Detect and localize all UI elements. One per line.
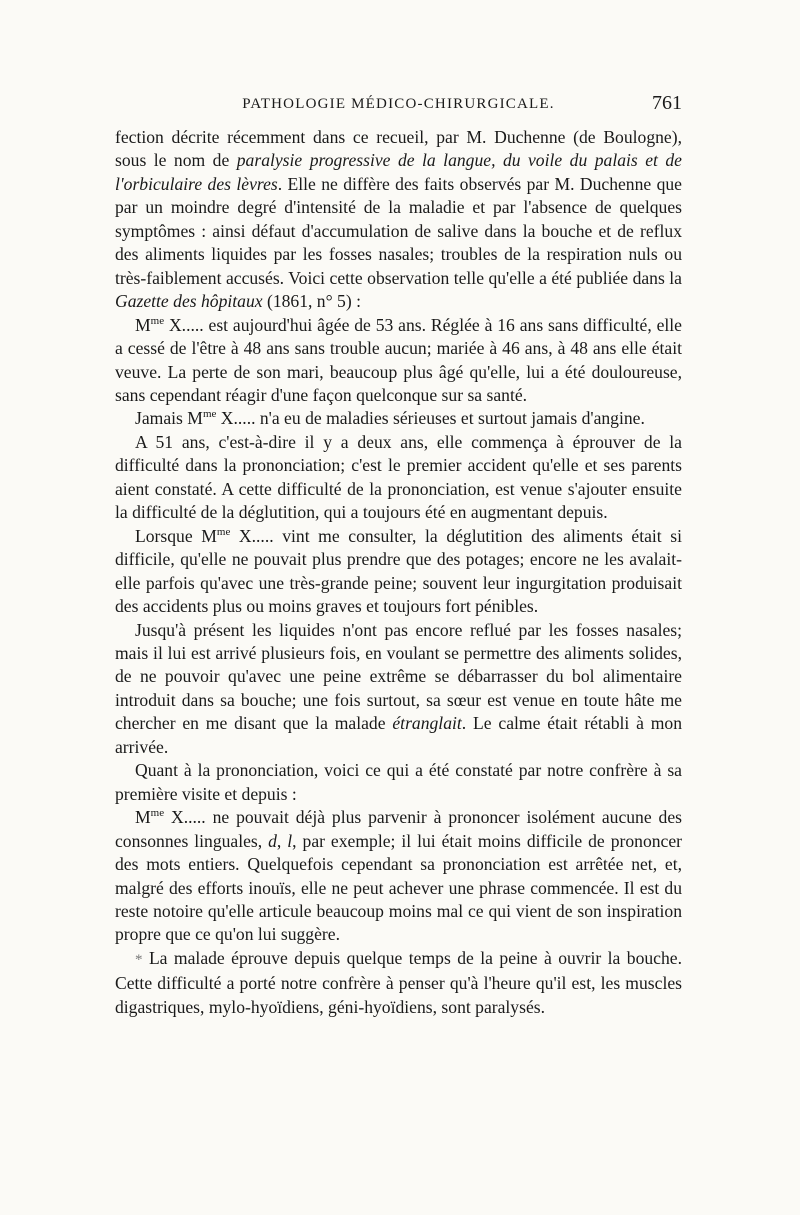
paragraph-liquids: Jusqu'à présent les liquides n'ont pas encore reflué par les fosses nasales; mais il lui est arrivé plusieurs fois, en voulant se permettre des aliments solides, de ne pouvoir qu'avec une peine extrême se débarrasser du bol alimentaire introduit dans sa bouche; une fois surtout, sa sœur est venue en toute hâte me chercher en me disant que la malade étranglait. Le calme était rétabli à mon arrivée.	[115, 619, 683, 757]
paragraph-continuation: fection décrite récemment dans ce recueil, par M. Duchenne (de Boulogne), sous le nom de paralysie progressive de la langue, du voile du palais et de l'orbiculaire des lèvres. Elle ne diffère des faits observés par M. Duchenne que par un moindre degré d'intensité de la maladie et par l'absence de quelques symptômes : ainsi défaut d'accumulation de salive dans la bouche et de reflux des aliments liquides par les fosses nasales; troubles de la respiration nuls ou très-faiblement accusés. Voici cette observation telle qu'elle a été publiée dans la Gazette des hôpitaux (1861, n° 5) :	[115, 127, 682, 312]
page-number: 761	[652, 92, 682, 114]
running-head: PATHOLOGIE MÉDICO-CHIRURGICALE.	[242, 96, 555, 112]
journal-title: Gazette des hôpitaux	[115, 291, 263, 312]
body-text	[115, 126, 682, 1019]
paragraph-patient-history: $M^{me}$ X..... est aujourd'hui âgée de 53 ans. Réglée à 16 ans sans difficulté, elle a cessé de l'être à 48 ans sans trouble aucun; mariée à 46 ans, à 48 ans elle était veuve. La perte de son mari, beaucoup plus âgé qu'elle, lui a été douloureuse, sans cependant réagir d'une façon quelconque sur sa santé.	[115, 314, 682, 405]
paragraph-no-angina: Jamais $M^{me}$ X..... n'a eu de maladies sérieuses et surtout jamais d'angine.	[135, 408, 645, 429]
paragraph-consultation: Lorsque $M^{me}$ X..... vint me consulter, la déglutition des aliments était si difficile, qu'elle ne pouvait plus prendre que des potages; encore ne les avalait-elle parfois qu'avec une très-grande peine; souvent leur ingurgitation produisait des accidents plus ou moins graves et toujours fort pénibles.	[115, 525, 682, 617]
margin-mark: *	[135, 951, 143, 968]
page-header	[115, 92, 682, 126]
paragraph-onset: A 51 ans, c'est-à-dire il y a deux ans, elle commença à éprouver de la difficulté dans la prononciation; c'est le premier accident qu'elle et ses parents aient constaté. A cette difficulté de la prononciation, est venue s'ajouter ensuite la difficulté de la déglutition, qui a toujours été en augmentant depuis.	[115, 431, 682, 523]
paragraph-consonants: $M^{me}$ X..... ne pouvait déjà plus parvenir à prononcer isolément aucune des consonnes linguales, d, l, par exemple; il lui était moins difficile de prononcer des mots entiers. Quelquefois cependant sa prononciation est arrêtée net, et, malgré des efforts inouïs, elle ne peut achever une phrase commencée. Il est du reste notoire qu'elle articule beaucoup moins mal ce qui vient de son inspiration propre que ce qu'on lui suggère.	[115, 807, 683, 945]
paragraph-mouth-opening: * La malade éprouve depuis quelque temps de la peine à ouvrir la bouche. Cette difficulté a porté notre confrère à penser qu'à l'heure qu'il est, les muscles digastriques, mylo-hyoïdiens, géni-hyoïdiens, sont paralysés.	[115, 947, 682, 1017]
book-page	[115, 92, 682, 1019]
paragraph-pronunciation: Quant à la prononciation, voici ce qui a été constaté par notre confrère à sa première visite et depuis :	[115, 760, 682, 804]
disease-name: paralysie progressive de la langue, du voile du palais et de l'orbiculaire des lèvres	[115, 150, 682, 194]
